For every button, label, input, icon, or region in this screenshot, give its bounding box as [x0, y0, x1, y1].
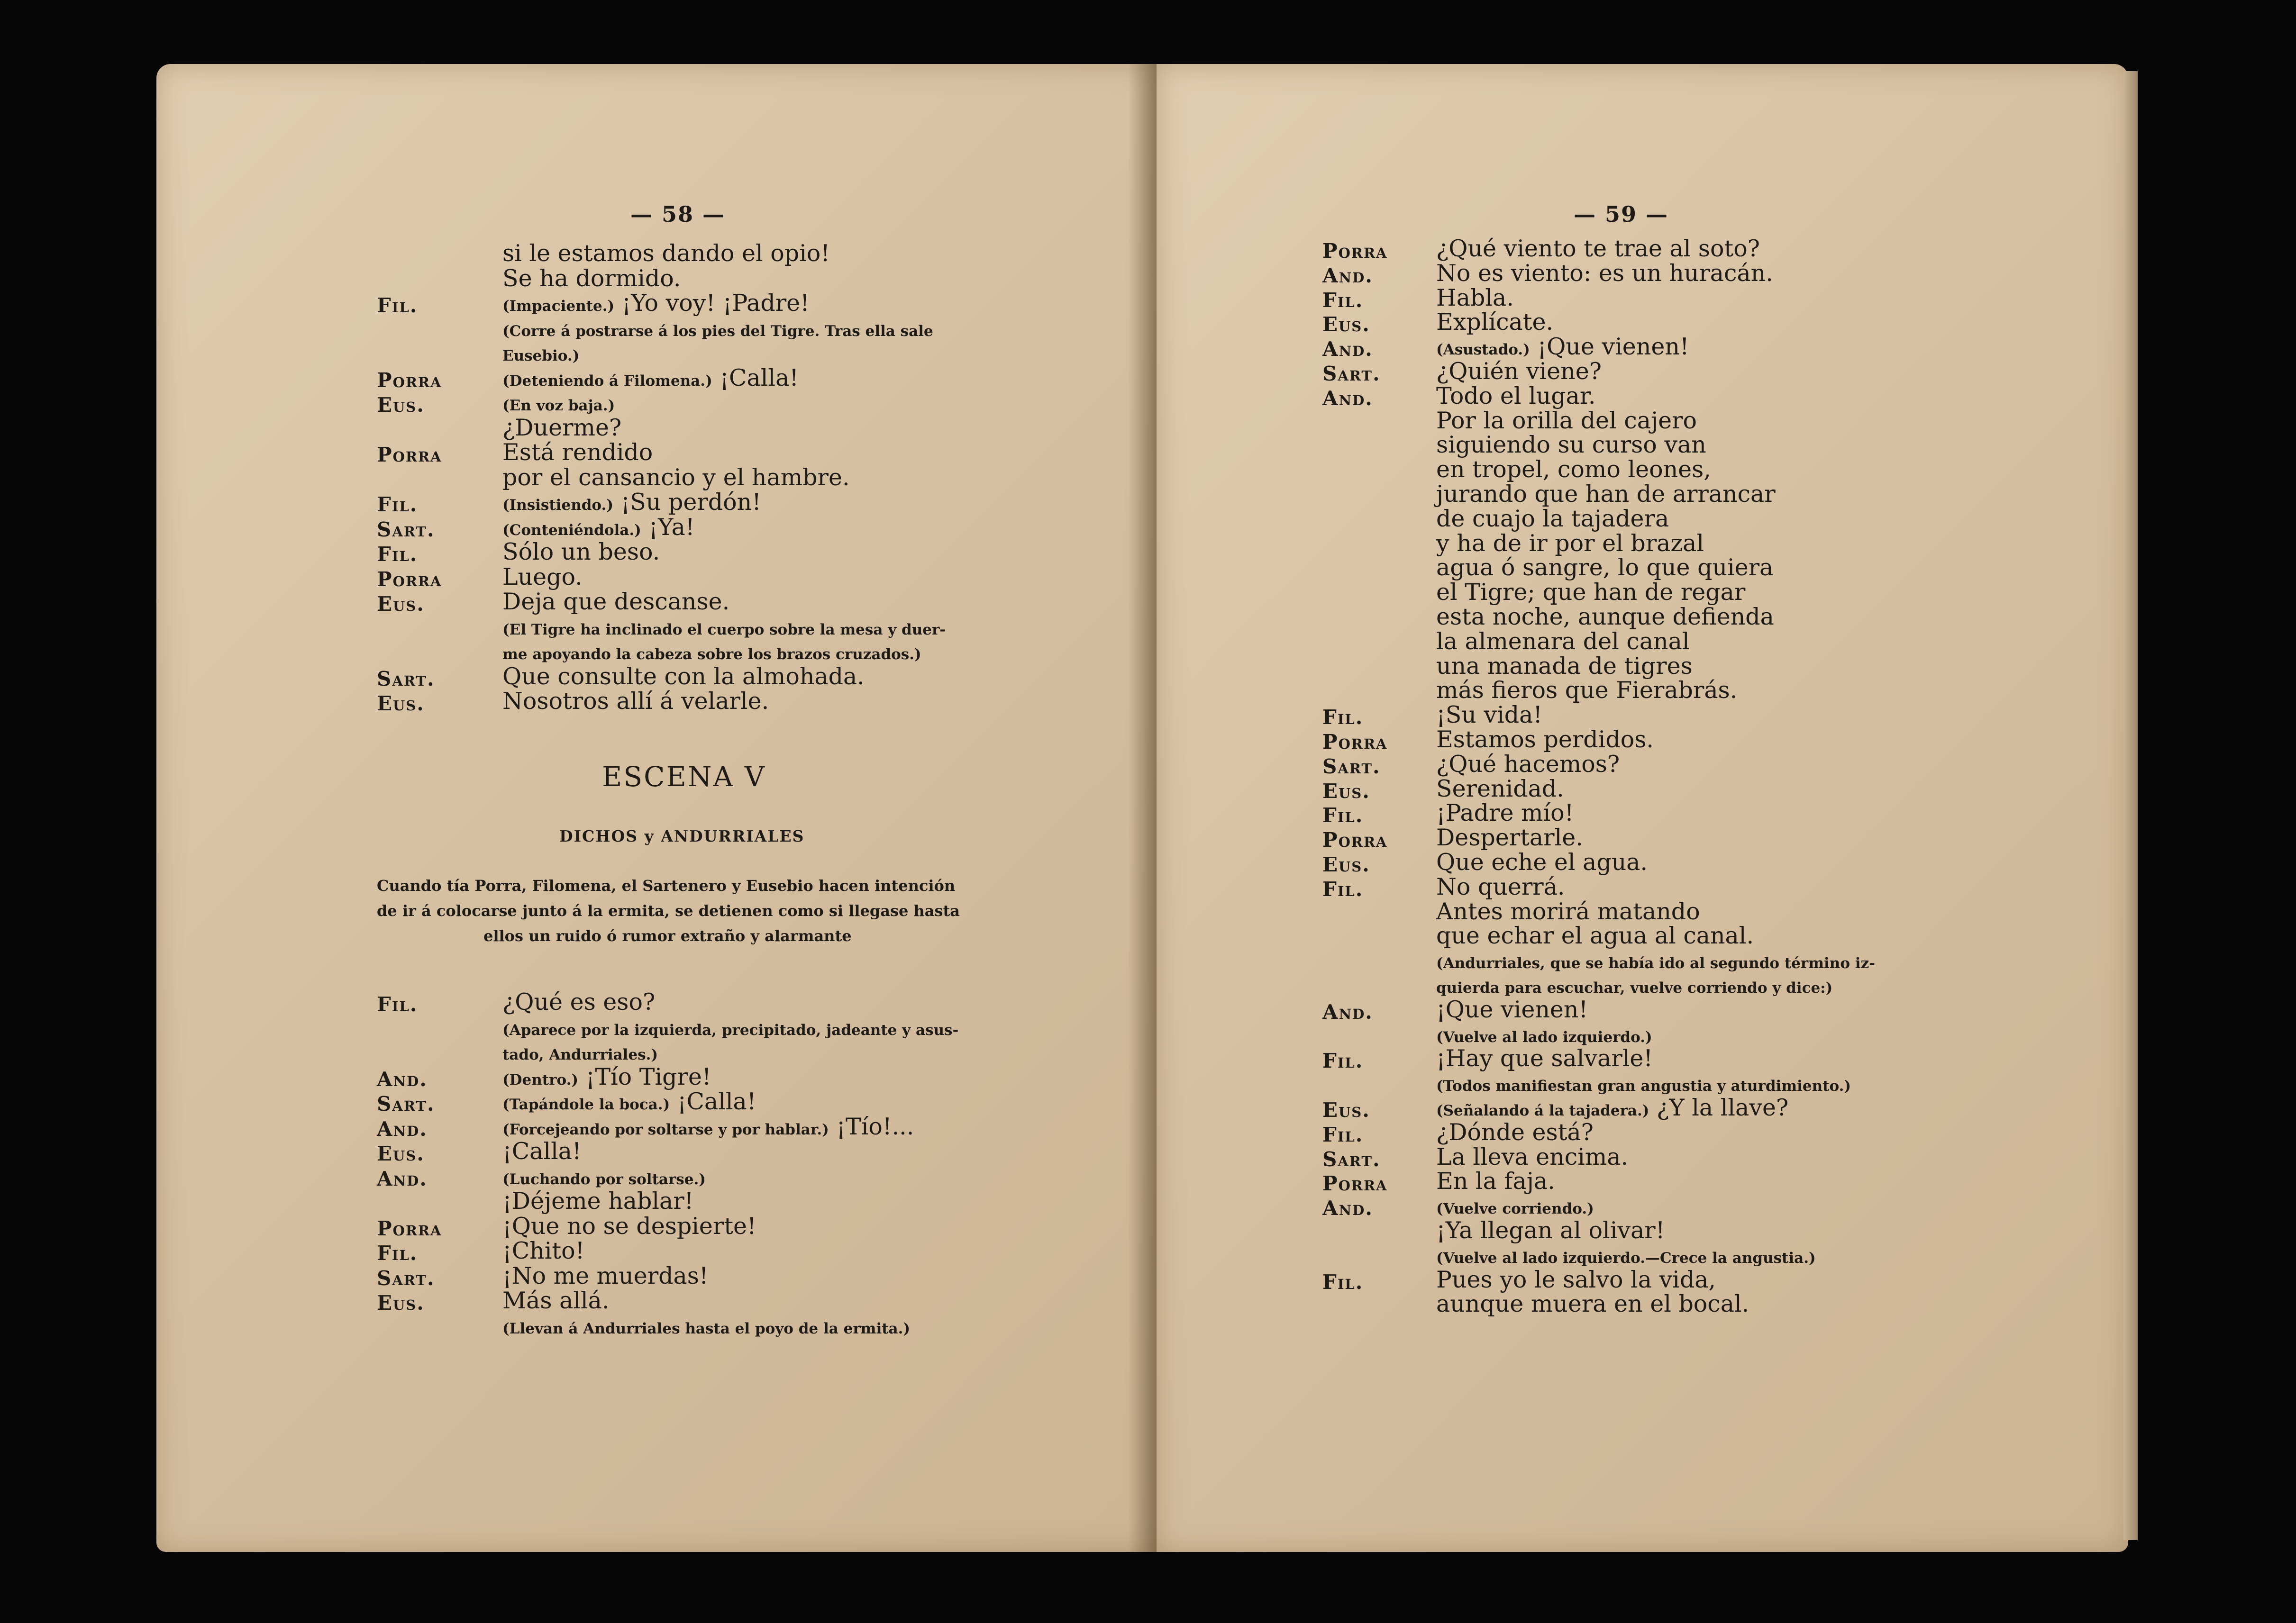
dialogue-text: Habla. [1436, 284, 1514, 311]
dialogue-line [1436, 333, 1689, 361]
dialogue-text: ¿Qué hacemos? [1436, 750, 1620, 778]
speaker-label: Eus. [1322, 779, 1370, 803]
stage-direction: (Dentro.) [502, 1071, 579, 1088]
dialogue-line [1436, 580, 1745, 604]
dialogue-text: Que consulte con la almohada. [502, 662, 865, 690]
page-number: — 59 — [1574, 201, 1669, 227]
speaker-label: Fil. [377, 993, 418, 1016]
dialogue-line [502, 1040, 658, 1063]
dialogue-line [1436, 728, 1654, 751]
speaker-label: Porra [377, 368, 442, 392]
speaker-label: Eus. [1322, 313, 1370, 336]
speaker-label: Eus. [377, 692, 425, 715]
dialogue-line [502, 1212, 756, 1240]
dialogue-text: Nosotros allí á velarle. [502, 688, 769, 715]
speaker-label: Fil. [377, 543, 418, 566]
dialogue-text: ¡Tío Tigre! [585, 1063, 711, 1090]
stage-direction: (Forcejeando por soltarse y por hablar.) [502, 1121, 829, 1138]
dialogue-line [1436, 1047, 1653, 1070]
speaker-label: Fil. [1322, 706, 1364, 729]
dialogue-line [1436, 1118, 1594, 1146]
dialogue-line [502, 242, 830, 265]
dialogue-text: ¡Ya llegan al olivar! [1436, 1217, 1665, 1244]
dialogue-line [502, 640, 921, 663]
dialogue-line [1436, 360, 1602, 383]
dialogue-line [1436, 1145, 1628, 1169]
speaker-label: Fil. [377, 1242, 418, 1265]
speaker-label: Porra [377, 1216, 442, 1240]
dialogue-line [1436, 998, 1588, 1021]
dialogue-line [1436, 851, 1648, 874]
dialogue-line [502, 366, 799, 390]
speaker-label: And. [1322, 263, 1373, 287]
speaker-label: Porra [377, 443, 442, 466]
dialogue-line [1436, 701, 1543, 729]
speaker-label: Eus. [377, 1142, 425, 1165]
dialogue-text: más fieros que Fierabrás. [1436, 677, 1738, 704]
speaker-label: And. [1322, 1000, 1373, 1024]
speaker-label: Sart. [377, 1092, 435, 1115]
stage-direction: (En voz baja.) [502, 397, 615, 414]
dialogue-line [502, 615, 946, 638]
dialogue-line [1436, 384, 1596, 408]
scene-subtitle: DICHOS y ANDURRIALES [559, 827, 805, 845]
dialogue-text: ¡Calla! [720, 364, 799, 391]
stage-direction: (Asustado.) [1436, 341, 1530, 359]
dialogue-line [1436, 286, 1514, 309]
dialogue-line [1436, 1243, 1816, 1267]
dialogue-text: ¡Padre mío! [1436, 799, 1574, 827]
speaker-label: And. [377, 1067, 428, 1091]
dialogue-text: ¡Chito! [502, 1237, 585, 1264]
dialogue-line [502, 1090, 756, 1113]
dialogue-line [502, 1239, 584, 1262]
stage-direction: (Tapándole la boca.) [502, 1096, 670, 1113]
dialogue-line [1436, 875, 1565, 898]
dialogue-line [1436, 801, 1574, 825]
dialogue-text: ¡Que no se despierte! [502, 1212, 756, 1240]
dialogue-line [502, 990, 655, 1014]
dialogue-text: ¿Qué es eso? [502, 988, 656, 1016]
speaker-label: Porra [1322, 239, 1388, 263]
dialogue-text: Que eche el agua. [1436, 849, 1648, 876]
left-page [156, 64, 1157, 1552]
dialogue-text: que echar el agua al canal. [1436, 922, 1754, 950]
stage-direction: quierda para escuchar, vuelve corriendo y dice:) [1436, 979, 1833, 997]
speaker-label: Fil. [1322, 288, 1364, 312]
speaker-label: Fil. [377, 493, 418, 516]
dialogue-text: La lleva encima. [1436, 1143, 1629, 1170]
dialogue-line [1436, 529, 1704, 557]
speaker-label: Eus. [1322, 1098, 1370, 1122]
dialogue-line [1436, 949, 1875, 972]
speaker-label: Eus. [1322, 853, 1370, 876]
dialogue-line [502, 291, 810, 315]
dialogue-line [502, 317, 933, 340]
stage-direction: (El Tigre ha inclinado el cuerpo sobre la mesa y duer- [502, 621, 946, 638]
dialogue-text: Pues yo le salvo la vida, [1436, 1266, 1716, 1293]
dialogue-text: ¡Calla! [502, 1138, 582, 1165]
stage-direction: (Vuelve al lado izquierdo.) [1436, 1028, 1652, 1046]
dialogue-line [1436, 922, 1754, 950]
stage-direction: (Deteniendo á Filomena.) [502, 372, 712, 390]
stage-direction: (Señalando á la tajadera.) [1436, 1102, 1649, 1119]
dialogue-text: siguiendo su curso van [1436, 431, 1706, 459]
speaker-label: Porra [1322, 730, 1388, 753]
dialogue-line [1436, 259, 1773, 287]
dialogue-line [1436, 777, 1564, 800]
dialogue-line [1436, 409, 1697, 432]
dialogue-text: ¡Ya! [648, 513, 695, 541]
dialogue-line [1436, 431, 1706, 459]
dialogue-line [1436, 1071, 1851, 1095]
stage-direction: (Vuelve al lado izquierdo.—Crece la angustia.) [1436, 1249, 1816, 1267]
dialogue-line [502, 463, 850, 491]
dialogue-text: de cuajo la tajadera [1436, 505, 1669, 532]
dialogue-text: en tropel, como leones, [1436, 456, 1711, 483]
dialogue-text: ¡Que vienen! [1537, 333, 1689, 361]
dialogue-text: ¡Su vida! [1436, 701, 1543, 729]
dialogue-line [502, 1065, 711, 1088]
dialogue-text: Luego. [502, 563, 583, 590]
speaker-label: And. [377, 1167, 428, 1190]
stage-direction: (Luchando por soltarse.) [502, 1170, 706, 1188]
dialogue-line [502, 490, 761, 514]
speaker-label: Fil. [1322, 1270, 1364, 1294]
stage-direction: (Aparece por la izquierda, precipitado, jadeante y asus- [502, 1021, 959, 1039]
dialogue-text: ¿Qué viento te trae al soto? [1436, 235, 1760, 262]
speaker-label: Sart. [1322, 362, 1381, 385]
scene-note-line: ellos un ruido ó rumor extraño y alarmante [483, 927, 852, 945]
speaker-label: Sart. [377, 1266, 435, 1290]
dialogue-text: Más allá. [502, 1287, 610, 1314]
dialogue-text: Estamos perdidos. [1436, 726, 1654, 753]
stage-direction: (Llevan á Andurriales hasta el poyo de la ermita.) [502, 1320, 911, 1337]
dialogue-line [1436, 482, 1776, 506]
stage-direction: (Conteniéndola.) [502, 521, 641, 539]
dialogue-line [502, 540, 660, 563]
stage-direction: (Corre á postrarse á los pies del Tigre. Tras ella sale [502, 322, 933, 340]
right-page [1157, 64, 2128, 1552]
scene-note-line: Cuando tía Porra, Filomena, el Sartenero y Eusebio hacen intención [377, 877, 956, 895]
dialogue-text: ¡Déjeme hablar! [502, 1188, 694, 1215]
dialogue-line [1436, 237, 1760, 260]
stage-direction: Eusebio.) [502, 347, 580, 364]
dialogue-text: Antes morirá matando [1436, 898, 1700, 925]
speaker-label: Porra [377, 567, 442, 591]
dialogue-text: Despertarle. [1436, 824, 1583, 852]
page-number: — 58 — [630, 201, 726, 227]
speaker-label: Eus. [377, 592, 425, 616]
dialogue-text: una manada de tigres [1436, 652, 1693, 680]
speaker-label: Eus. [377, 393, 425, 417]
dialogue-text: esta noche, aunque defienda [1436, 603, 1774, 630]
dialogue-line [1436, 627, 1690, 655]
dialogue-text: ¡Hay que salvarle! [1436, 1045, 1653, 1072]
stage-direction: (Todos manifiestan gran angustia y aturdimiento.) [1436, 1078, 1851, 1095]
dialogue-text: Explícate. [1436, 308, 1554, 336]
stage-direction: me apoyando la cabeza sobre los brazos cruzados.) [502, 646, 921, 663]
stage-direction: (Impaciente.) [502, 298, 615, 315]
dialogue-text: aunque muera en el bocal. [1436, 1290, 1749, 1318]
dialogue-text: ¿Quién viene? [1436, 358, 1602, 385]
dialogue-line [502, 441, 653, 464]
speaker-label: And. [1322, 337, 1373, 361]
dialogue-text: ¿Y la llave? [1657, 1094, 1789, 1121]
dialogue-line [502, 1115, 914, 1138]
dialogue-line [502, 1016, 958, 1039]
dialogue-line [1436, 605, 1774, 628]
dialogue-text: el Tigre; que han de regar [1436, 579, 1746, 606]
dialogue-text: Todo el lugar. [1436, 382, 1596, 409]
stage-direction: tado, Andurriales.) [502, 1046, 658, 1063]
dialogue-text: Serenidad. [1436, 775, 1564, 802]
dialogue-line [1436, 679, 1737, 702]
dialogue-line [1436, 824, 1583, 852]
dialogue-line [1436, 1219, 1665, 1242]
speaker-label: Fil. [1322, 1049, 1364, 1073]
speaker-label: Sart. [1322, 754, 1381, 778]
dialogue-line [1436, 1170, 1555, 1193]
speaker-label: Porra [1322, 828, 1388, 852]
speaker-label: Fil. [1322, 1123, 1364, 1146]
dialogue-line [502, 1189, 693, 1213]
dialogue-text: ¡Yo voy! ¡Padre! [621, 290, 810, 317]
dialogue-line [1436, 900, 1700, 923]
stage-direction: (Andurriales, que se había ido al segundo término iz- [1436, 955, 1876, 972]
dialogue-line [502, 590, 729, 613]
dialogue-text: ¡Su perdón! [620, 489, 761, 516]
dialogue-line [1436, 1290, 1749, 1318]
dialogue-text: Deja que descanse. [502, 588, 730, 615]
dialogue-line [502, 689, 769, 713]
dialogue-line [502, 341, 579, 364]
dialogue-text: y ha de ir por el brazal [1436, 529, 1704, 557]
dialogue-text: ¡No me muerdas! [502, 1262, 709, 1289]
dialogue-text: ¿Dónde está? [1436, 1118, 1594, 1146]
dialogue-line [502, 565, 583, 589]
speaker-label: And. [377, 1117, 428, 1141]
speaker-label: Sart. [1322, 1147, 1381, 1171]
scene-title: ESCENA V [602, 761, 766, 793]
dialogue-text: jurando que han de arrancar [1436, 481, 1776, 508]
dialogue-text: por el cansancio y el hambre. [502, 463, 850, 491]
dialogue-line [502, 1314, 910, 1337]
scene-note-line: de ir á colocarse junto á la ermita, se detienen como si llegase hasta [377, 902, 960, 920]
dialogue-line [502, 1289, 609, 1312]
dialogue-line [502, 416, 621, 439]
dialogue-line [1436, 507, 1669, 530]
speaker-label: Porra [1322, 1172, 1388, 1196]
dialogue-text: ¡Que vienen! [1436, 996, 1588, 1023]
page-edge [2123, 71, 2138, 1540]
dialogue-text: En la faja. [1436, 1168, 1555, 1195]
dialogue-line [502, 513, 695, 541]
dialogue-text: si le estamos dando el opio! [502, 240, 830, 267]
dialogue-line [1436, 1023, 1652, 1046]
dialogue-text: Por la orilla del cajero [1436, 407, 1697, 434]
dialogue-text: ¡Calla! [677, 1088, 756, 1115]
dialogue-text: Está rendido [502, 439, 653, 466]
dialogue-line [1436, 310, 1553, 334]
dialogue-line [1436, 654, 1693, 678]
dialogue-line [1436, 750, 1620, 778]
speaker-label: Sart. [377, 667, 435, 690]
dialogue-line [1436, 556, 1773, 579]
dialogue-line [502, 662, 865, 690]
dialogue-line [1436, 1268, 1716, 1291]
dialogue-text: agua ó sangre, lo que quiera [1436, 554, 1774, 581]
dialogue-line [502, 1140, 582, 1163]
dialogue-line [1436, 458, 1711, 481]
dialogue-line [502, 1264, 709, 1288]
stage-direction: (Vuelve corriendo.) [1436, 1200, 1594, 1218]
dialogue-text: la almenara del canal [1436, 627, 1690, 655]
speaker-label: Fil. [1322, 804, 1364, 827]
speaker-label: Sart. [377, 517, 435, 541]
dialogue-text: ¿Duerme? [502, 414, 622, 441]
dialogue-text: No querrá. [1436, 873, 1565, 900]
speaker-label: Fil. [1322, 877, 1364, 901]
dialogue-text: Sólo un beso. [502, 538, 660, 565]
dialogue-text: ¡Tío!... [836, 1113, 914, 1140]
dialogue-line [502, 264, 681, 292]
dialogue-line [502, 1165, 706, 1188]
speaker-label: And. [1322, 1197, 1373, 1220]
dialogue-text: No es viento: es un huracán. [1436, 259, 1773, 287]
dialogue-text: Se ha dormido. [502, 264, 681, 292]
speaker-label: And. [1322, 386, 1373, 410]
stage-direction: (Insistiendo.) [502, 497, 614, 514]
dialogue-line [502, 391, 615, 414]
dialogue-line [1436, 1096, 1788, 1119]
dialogue-line [1436, 973, 1832, 997]
speaker-label: Fil. [377, 294, 418, 317]
dialogue-line [1436, 1194, 1594, 1217]
speaker-label: Eus. [377, 1291, 425, 1315]
